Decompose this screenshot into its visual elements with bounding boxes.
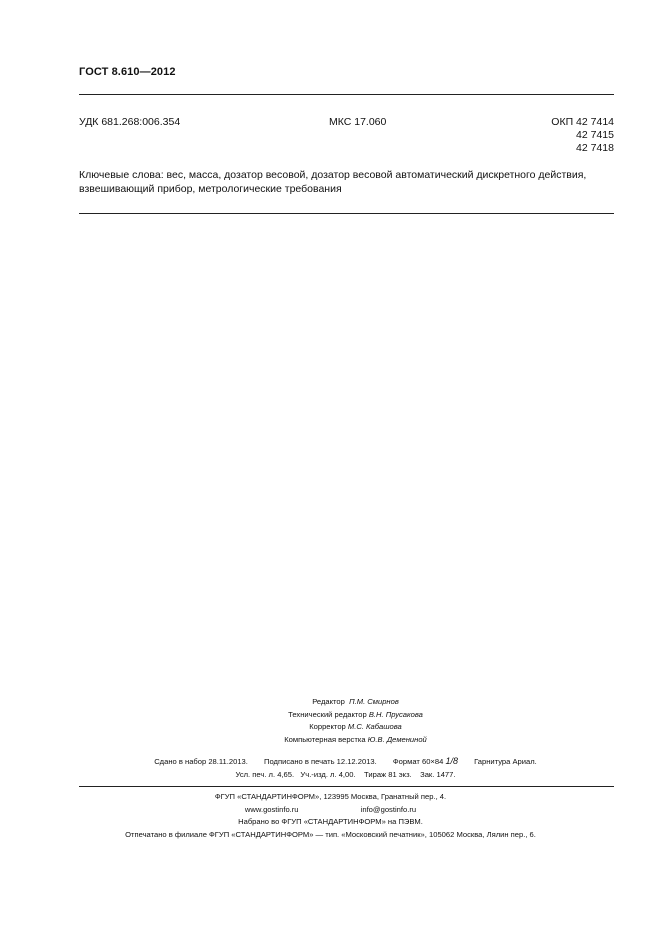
- order-number: Зак. 1477.: [420, 769, 456, 779]
- typeset-info: Набрано во ФГУП «СТАНДАРТИНФОРМ» на ПЭВМ.: [238, 817, 423, 826]
- credit-person: В.Н. Прусакова: [368, 709, 423, 719]
- format-fraction: 1/8: [445, 756, 458, 766]
- paper-format: Формат 60×84: [392, 757, 444, 766]
- print-info: [15, 755, 661, 781]
- print-info-line-1: [15, 755, 661, 769]
- publisher-email[interactable]: info@gostinfo.ru: [360, 804, 417, 814]
- credit-role: Корректор: [309, 722, 346, 731]
- credit-tech-editor: [25, 709, 661, 722]
- okp-code-1: ОКП 42 7414: [551, 116, 614, 128]
- editorial-credits: [25, 696, 661, 746]
- keywords-text: Ключевые слова: вес, масса, дозатор весовой, дозатор весовой автоматический дискретного действия, взвешивающий прибор, метрологические требования: [79, 169, 587, 195]
- okp-code-2: 42 7415: [576, 129, 614, 141]
- signed-date: Подписано в печать 12.12.2013.: [264, 757, 377, 766]
- document-title: ГОСТ 8.610—2012: [79, 66, 176, 78]
- okp-code-3: 42 7418: [576, 142, 614, 154]
- top-divider: [79, 94, 614, 95]
- okp-codes: [551, 116, 614, 155]
- credit-role: Компьютерная верстка: [284, 734, 366, 744]
- mks-code: МКС 17.060: [329, 116, 387, 128]
- print-run: Тираж 81 экз.: [364, 769, 412, 779]
- printed-info: Отпечатано в филиале ФГУП «СТАНДАРТИНФОРМ» — тип. «Московский печатник», 105062 Москва, Лялин пер., 6.: [125, 829, 536, 839]
- udk-code: УДК 681.268:006.354: [79, 116, 181, 128]
- credit-person: Ю.В. Демениной: [367, 734, 427, 744]
- credit-layout: [25, 734, 661, 747]
- print-info-line-2: [15, 769, 661, 782]
- credit-person: П.М. Смирнов: [349, 697, 399, 706]
- publisher-info: [0, 791, 661, 841]
- keywords-divider: [79, 213, 614, 214]
- sent-date: Сдано в набор 28.11.2013.: [154, 757, 248, 766]
- publisher-contacts: [0, 804, 661, 817]
- publisher-website[interactable]: www.gostinfo.ru: [244, 804, 299, 814]
- usl-sheets: Усл. печ. л. 4,65.: [235, 769, 295, 779]
- credit-role: Технический редактор: [288, 709, 367, 719]
- footer-divider: [79, 786, 614, 787]
- credit-role: Редактор: [312, 697, 345, 706]
- credit-proofreader: [25, 721, 661, 734]
- font-info: Гарнитура Ариал.: [474, 757, 537, 766]
- credit-editor: [25, 696, 661, 709]
- publisher-address: ФГУП «СТАНДАРТИНФОРМ», 123995 Москва, Гранатный пер., 4.: [214, 792, 447, 801]
- uch-sheets: Уч.-изд. л. 4,00.: [300, 769, 356, 779]
- credit-person: М.С. Кабашова: [347, 722, 402, 731]
